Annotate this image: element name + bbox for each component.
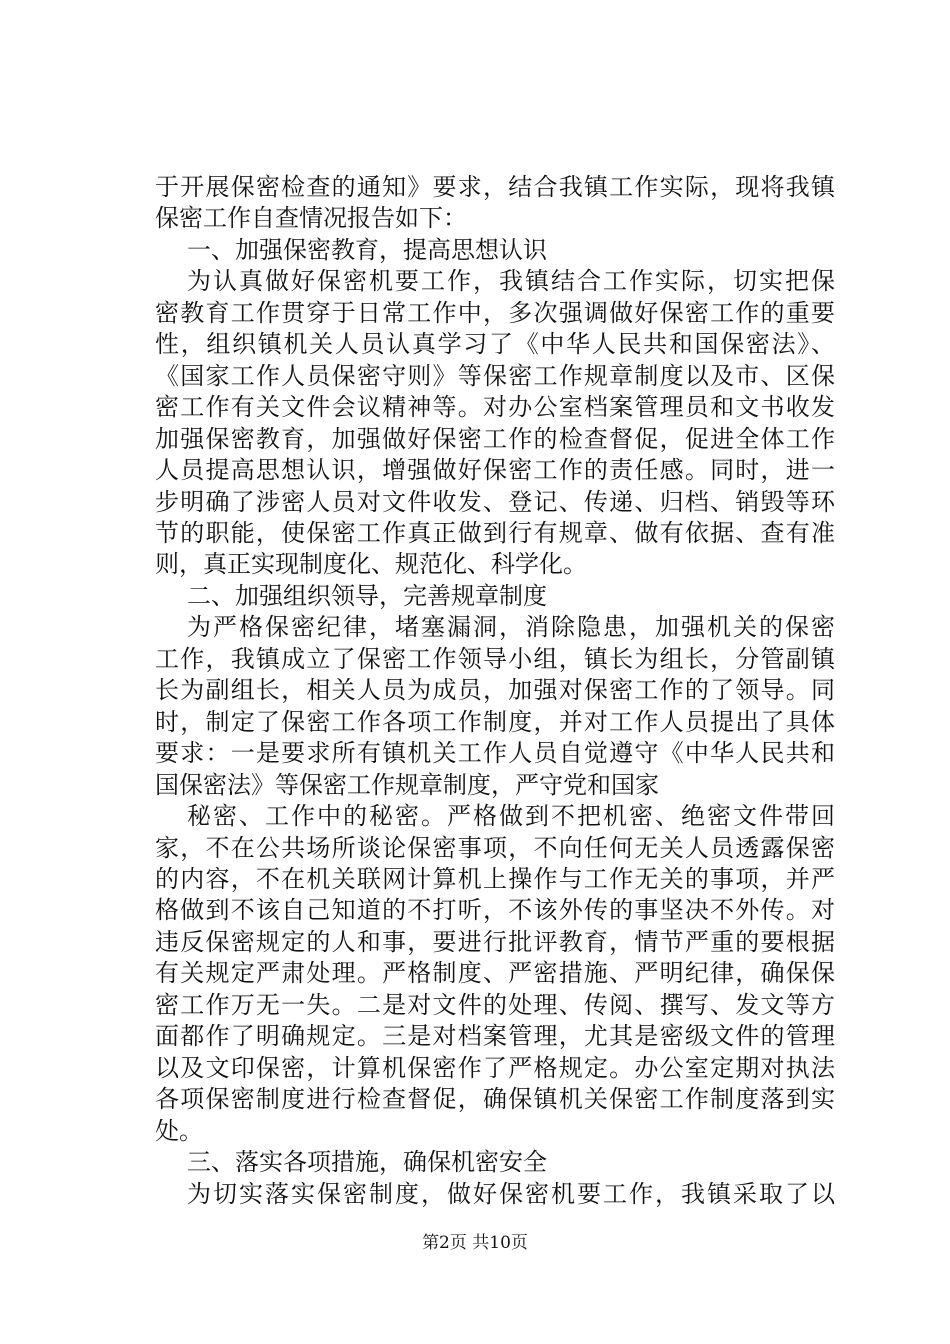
body-line: 工作，我镇成立了保密工作领导小组，镇长为组长，分管副镇: [155, 644, 835, 673]
body-line: 违反保密规定的人和事，要进行批评教育，情节严重的要根据: [155, 927, 835, 956]
body-line: 人员提高思想认识，增强做好保密工作的责任感。同时，进一: [155, 456, 835, 485]
body-line: 则，真正实现制度化、规范化、科学化。: [155, 550, 587, 579]
body-line: 有关规定严肃处理。严格制度、严密措施、严明纪律，确保保: [155, 959, 835, 988]
body-line: 为切实落实保密制度，做好保密机要工作，我镇采取了以: [187, 1179, 835, 1208]
page-number: 第2页 共10页: [422, 1233, 528, 1253]
body-line: 的内容，不在机关联网计算机上操作与工作无关的事项，并严: [155, 865, 835, 893]
body-line: 面都作了明确规定。三是对档案管理，尤其是密级文件的管理: [155, 1022, 835, 1051]
body-line: 性，组织镇机关人员认真学习了《中华人民共和国保密法》、: [155, 330, 835, 359]
body-line: 秘密、工作中的秘密。严格做到不把机密、绝密文件带回: [187, 802, 835, 831]
section-heading: 三、落实各项措施，确保机密安全: [187, 1148, 547, 1177]
body-line: 以及文印保密，计算机保密作了严格规定。办公室定期对执法: [155, 1053, 835, 1082]
body-line: 密工作万无一失。二是对文件的处理、传阅、撰写、发文等方: [155, 990, 835, 1019]
section-heading: 一、加强保密教育，提高思想认识: [187, 235, 547, 264]
body-line: 格做到不该自己知道的不打听，不该外传的事坚决不外传。对: [155, 896, 835, 925]
body-line: 长为副组长，相关人员为成员，加强对保密工作的了领导。同: [155, 676, 835, 705]
body-line: 加强保密教育，加强做好保密工作的检查督促，促进全体工作: [155, 424, 835, 453]
body-line: 密教育工作贯穿于日常工作中，多次强调做好保密工作的重要: [155, 298, 835, 327]
body-line: 国保密法》等保密工作规章制度，严守党和国家: [155, 770, 659, 799]
body-line: 时，制定了保密工作各项工作制度，并对工作人员提出了具体: [155, 707, 835, 736]
body-line: 《国家工作人员保密守则》等保密工作规章制度以及市、区保: [155, 361, 835, 390]
body-line: 要求：一是要求所有镇机关工作人员自觉遵守《中华人民共和: [155, 739, 835, 768]
body-line: 保密工作自查情况报告如下：: [155, 204, 467, 233]
body-line: 为认真做好保密机要工作，我镇结合工作实际，切实把保: [187, 267, 835, 296]
body-line: 步明确了涉密人员对文件收发、登记、传递、归档、销毁等环: [155, 487, 835, 516]
body-line: 各项保密制度进行检查督促，确保镇机关保密工作制度落到实: [155, 1085, 835, 1114]
body-line: 节的职能，使保密工作真正做到行有规章、做有依据、查有准: [155, 519, 835, 547]
body-line: 于开展保密检查的通知》要求，结合我镇工作实际，现将我镇: [155, 173, 835, 201]
body-line: 家，不在公共场所谈论保密事项，不向任何无关人员透露保密: [155, 833, 835, 862]
section-heading: 二、加强组织领导，完善规章制度: [187, 581, 547, 610]
body-line: 为严格保密纪律，堵塞漏洞，消除隐患，加强机关的保密: [187, 613, 835, 642]
body-line: 密工作有关文件会议精神等。对办公室档案管理员和文书收发: [155, 393, 835, 422]
body-line: 处。: [155, 1116, 203, 1145]
